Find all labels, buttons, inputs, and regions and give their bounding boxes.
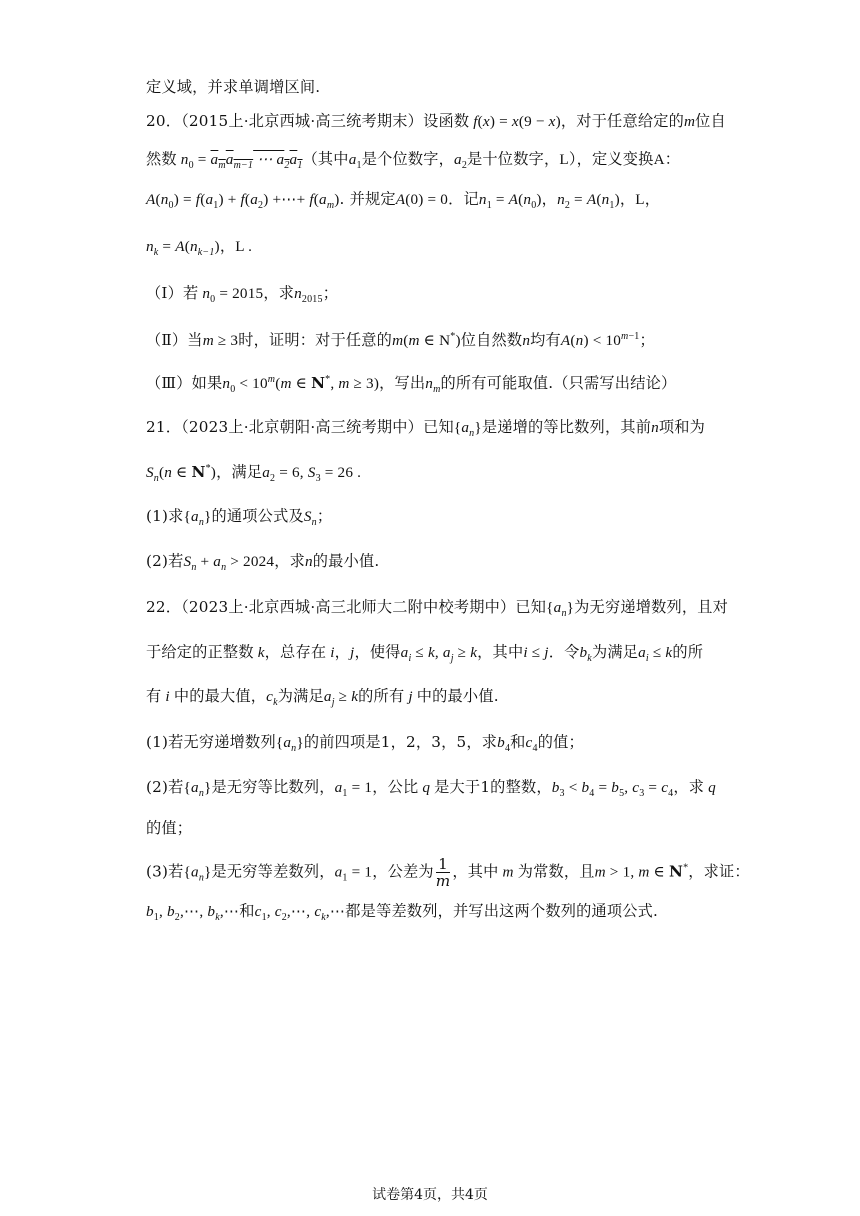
problem-20-line-2: 然数 $n_0 = a_ma_{m-1}$ ⋯ $a_2a_1$（其中$a_1$是个位数字，$a_2$是十位数字，L），定义变换A： xyxy=(146,150,681,172)
problem-22-part-3: (3)若$\{a_n\}$是无穷等差数列，$a_1 = 1$，公差为 $\frac{1}{m}$ ，其中 m 为常数，且m > 1, m ∈ N*，求证： xyxy=(146,855,750,890)
problem-22-part-3-cont: $b_1$, $b_2,\cdots$, $b_k,\cdots$和$c_1$, $c_2,\cdots$, $c_k,\cdots$都是等差数列，并写出这两个数列的通项公式. xyxy=(146,902,659,924)
problem-20-line-1: 20．（2015上·北京西城·高三统考期末）设函数 f(x) = x(9 − x)，对于任意给定的m位自 xyxy=(146,112,726,130)
problem-22-line-2: 于给定的正整数 k，总存在 i，j，使得$a_i \le k$, $a_j \ge k$，其中i ≤ j．令$b_k$为满足$a_i \le k$的所 xyxy=(146,643,704,665)
problem-21-part-1: (1)求$\{a_n\}$的通项公式及$S_n$； xyxy=(146,507,333,529)
problem-22-line-1: 22．（2023上·北京西城·高三北师大二附中校考期中）已知$\{a_n\}$为无穷递增数列，且对 xyxy=(146,598,729,620)
problem-20-line-3: $A(n_0) = f(a_1) + f(a_2)$ +⋯+ $f(a_m)$. 并规定A(0) = 0．记$n_1 = A(n_0)$，$n_2 = A(n_1)$，L， xyxy=(146,190,661,212)
problem-22-part-2: (2)若$\{a_n\}$是无穷等比数列，$a_1 = 1$，公比 q 是大于1的整数，$b_3 < b_4 = b_5$, $c_3 = c_4$，求 q xyxy=(146,778,716,800)
problem-21-part-2: (2)若$S_n + a_n > 2024$，求n的最小值. xyxy=(146,552,380,574)
problem-20-line-4: $n_k = A(n_{k-1})$，L . xyxy=(146,237,253,259)
problem-22-part-2-cont: 的值； xyxy=(146,819,193,837)
text-line: 定义域，并求单调增区间. xyxy=(146,78,321,96)
problem-21-line-1: 21．（2023上·北京朝阳·高三统考期中）已知$\{a_n\}$是递增的等比数列，其前n项和为 xyxy=(146,418,706,440)
problem-22-part-1: (1)若无穷递增数列$\{a_n\}$的前四项是1，2，3，5，求$b_4$和$c_4$的值； xyxy=(146,733,584,755)
problem-20-part-1: （Ⅰ）若 $n_0 = 2015$，求$n_{2015}$； xyxy=(146,284,339,306)
problem-20-part-2: （Ⅱ）当m ≥ 3时，证明：对于任意的m(m ∈ N*)位自然数n均有$A(n) < 10^{m-1}$； xyxy=(146,330,655,349)
fraction-1-over-m: $\frac{1}{m}$ xyxy=(435,855,451,890)
problem-22-line-3: 有 i 中的最大值，$c_k$为满足$a_j \ge k$的所有 j 中的最小值. xyxy=(146,687,499,709)
problem-20-part-3: （Ⅲ）如果$n_0 < 10^m(m$ ∈ N*, m ≥ 3)，写出$n_m$的所有可能取值.（只需写出结论） xyxy=(146,373,677,396)
problem-21-line-2: $S_n(n$ ∈ N*)，满足$a_2 = 6$, $S_3 = 26$ . xyxy=(146,462,362,485)
page-footer: 试卷第4页，共4页 xyxy=(372,1187,488,1203)
